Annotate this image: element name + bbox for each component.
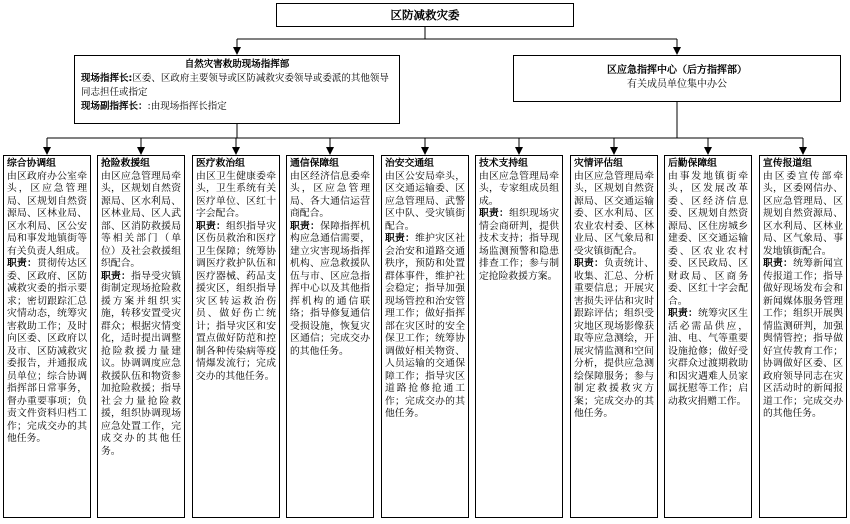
duty-text: 维护灾区社会治安和道路交通秩序，预防和处置群体事件，维护社会稳定；指导加强现场管控和治安管理工作；做好指挥部在灾区时的安全保卫工作；统筹协调做好相关物资、人员运输的交通保障工作；指导灾区道路抢修抢通工作；完成交办的其他任务。 xyxy=(385,233,466,419)
duty-label: 职责： xyxy=(385,233,416,244)
group-title: 灾情评估组 xyxy=(574,158,623,169)
rear-command-box xyxy=(513,55,841,102)
group-lead: 由区应急管理局牵头，专家组成员组成。 xyxy=(479,170,559,207)
group-duty xyxy=(101,271,181,459)
group-lead: 由区委宣传部牵头，区委网信办、区应急管理局、区规划自然资源局、区水利局、区林业局、区气象局、事发地镇街配合。 xyxy=(763,170,843,257)
group-title: 通信保障组 xyxy=(290,158,339,169)
group-technical xyxy=(475,155,563,518)
field-deputy-row xyxy=(81,100,393,114)
duty-label: 职责： xyxy=(7,258,38,269)
group-security-traffic xyxy=(381,155,469,518)
field-command-title: 自然灾害救助现场指挥部 xyxy=(184,59,290,70)
group-logistics xyxy=(664,155,752,518)
group-lead: 由区经济信息委牵头，区应急管理局、各大通信运营商配合。 xyxy=(290,170,370,219)
group-lead: 由区卫生健康委牵头，卫生系统有关医疗单位、区红十字会配合。 xyxy=(196,170,276,219)
top-committee-title: 区防减救灾委 xyxy=(390,8,460,22)
top-committee-box xyxy=(276,3,574,27)
duty-text: 组织指导灾区伤员救治和医疗卫生保障；统筹协调医疗救护队伍和医疗器械、药品支援灾区，组织指导灾区转运救治伤员、做好伤亡统计；指导灾区和安置点做好防范和控制各种传染病等疫情爆发流行；完成交办的其他任务。 xyxy=(196,220,277,382)
group-duty xyxy=(7,258,87,446)
group-duty xyxy=(290,221,370,359)
group-lead: 由事发地镇街牵头，区发展改革委、区经济信息委、区规划自然资源局、区住房城乡建委、区交通运输委、区农业农村委、区民政局、区财政局、区商务委、区红十字会配合。 xyxy=(668,170,748,307)
duty-label: 职责： xyxy=(574,258,605,269)
group-title: 宣传报道组 xyxy=(763,158,812,169)
field-command-box xyxy=(74,55,400,124)
duty-label: 职责： xyxy=(479,208,510,219)
group-lead: 由区应急管理局牵头，区规划自然资源局、区交通运输委、区水利局、区农业农村委、区林业局、区气象局和受灾镇街配合。 xyxy=(574,170,654,257)
group-duty xyxy=(668,308,748,408)
duty-label: 职责： xyxy=(290,220,321,232)
rear-command-title: 区应急指挥中心（后方指挥部） xyxy=(607,65,747,76)
group-title: 技术支持组 xyxy=(479,158,528,169)
duty-text: 指导受灾镇街制定现场抢险救援方案并组织实施，转移安置受灾群众；根据灾情变化，适时提出调整抢险救援力量建议。协调调度应急救援队伍和物资参加抢险救援；指导社会力量抢险救援，组织协调现场应急处置工作，完成交办的其他任务。 xyxy=(101,270,182,457)
group-duty xyxy=(574,258,654,421)
group-communication xyxy=(286,155,374,518)
field-chief-label: 现场指挥长: xyxy=(81,73,133,84)
group-title: 后勤保障组 xyxy=(668,158,717,169)
duty-text: 贯彻传达区委、区政府、区防减救灾委的指示要求；密切跟踪汇总灾情动态，统筹灾害救助工作；及时向区委、区政府以及市、区防减救灾委报告，并通报成员单位；综合协调指挥部日常事务，督办重要事项；负责文件资料归档工作；完成交办的其他任务。 xyxy=(7,258,88,444)
duty-label: 职责： xyxy=(101,270,132,282)
group-duty xyxy=(479,208,559,283)
group-publicity xyxy=(759,155,847,518)
group-rescue xyxy=(97,155,185,518)
duty-text: 统筹新闻宣传报道工作；指导做好现场发布会和新闻媒体服务管理工作；组织开展舆情监测研判，加强舆情管控；指导做好宣传教育工作；协调做好区委、区政府领导同志在灾区活动时的新闻报道工作；完成交办的其他任务。 xyxy=(763,258,844,419)
group-medical xyxy=(192,155,280,518)
group-title: 治安交通组 xyxy=(385,158,434,169)
field-chief-row xyxy=(81,72,393,100)
duty-text: 统筹灾区生活必需品供应，油、电、气等重要设施抢修；做好受灾群众过渡期救助和因灾遇难人员家属抚慰等工作；启动救灾捐赠工作。 xyxy=(668,308,749,407)
duty-text: 组织现场灾情会商研判，提供技术支持；指导现场监测预警和隐患排查工作；参与制定抢险救援方案。 xyxy=(479,208,560,282)
duty-text: 保障指挥机构应急通信需要，建立灾害现场指挥机构、应急救援队伍与市、区应急指挥中心以及其他指挥机构的通信联络；指导修复通信受损设施，恢复灾区通信；完成交办的其他任务。 xyxy=(290,220,371,357)
group-assessment xyxy=(570,155,658,518)
group-coordination xyxy=(3,155,91,518)
duty-label: 职责： xyxy=(668,308,699,319)
duty-label: 职责： xyxy=(196,220,227,232)
field-deputy-text: :由现场指挥长指定 xyxy=(147,101,227,112)
group-lead: 由区政府办公室牵头，区应急管理局、区规划自然资源局、区林业局、区水利局、区公安局和事发地镇街等有关负责人组成。 xyxy=(7,170,87,257)
group-duty xyxy=(385,233,465,421)
field-chief-text: 区委、区政府主要领导或区防减救灾委领导或委派的其他领导同志担任或指定 xyxy=(81,73,389,98)
duty-label: 职责： xyxy=(763,258,794,269)
group-lead: 由区公安局牵头，区交通运输委、区应急管理局、武警区中队、受灾镇街配合。 xyxy=(385,170,465,232)
field-deputy-label: 现场副指挥长： xyxy=(81,101,148,112)
group-duty xyxy=(763,258,843,421)
group-lead: 由区应急管理局牵头，区规划自然资源局、区水利局、区林业局、区人武部、区消防救援局等相关部门（单位）及社会救援组织配合。 xyxy=(101,170,181,269)
group-title: 抢险救援组 xyxy=(101,158,150,169)
duty-text: 负责统计、收集、汇总、分析重要信息；开展灾害损失评估和灾时跟踪评估；组织受灾地区现场影像获取等应急测绘，开展灾情监测和空间分析，提供应急测绘保障服务；参与制定救援救灾方案；完成交办的其他任务。 xyxy=(574,258,655,419)
group-title: 综合协调组 xyxy=(7,158,56,169)
rear-command-subtitle: 有关成员单位集中办公 xyxy=(627,79,727,90)
group-duty xyxy=(196,221,276,384)
group-title: 医疗救治组 xyxy=(196,158,245,169)
